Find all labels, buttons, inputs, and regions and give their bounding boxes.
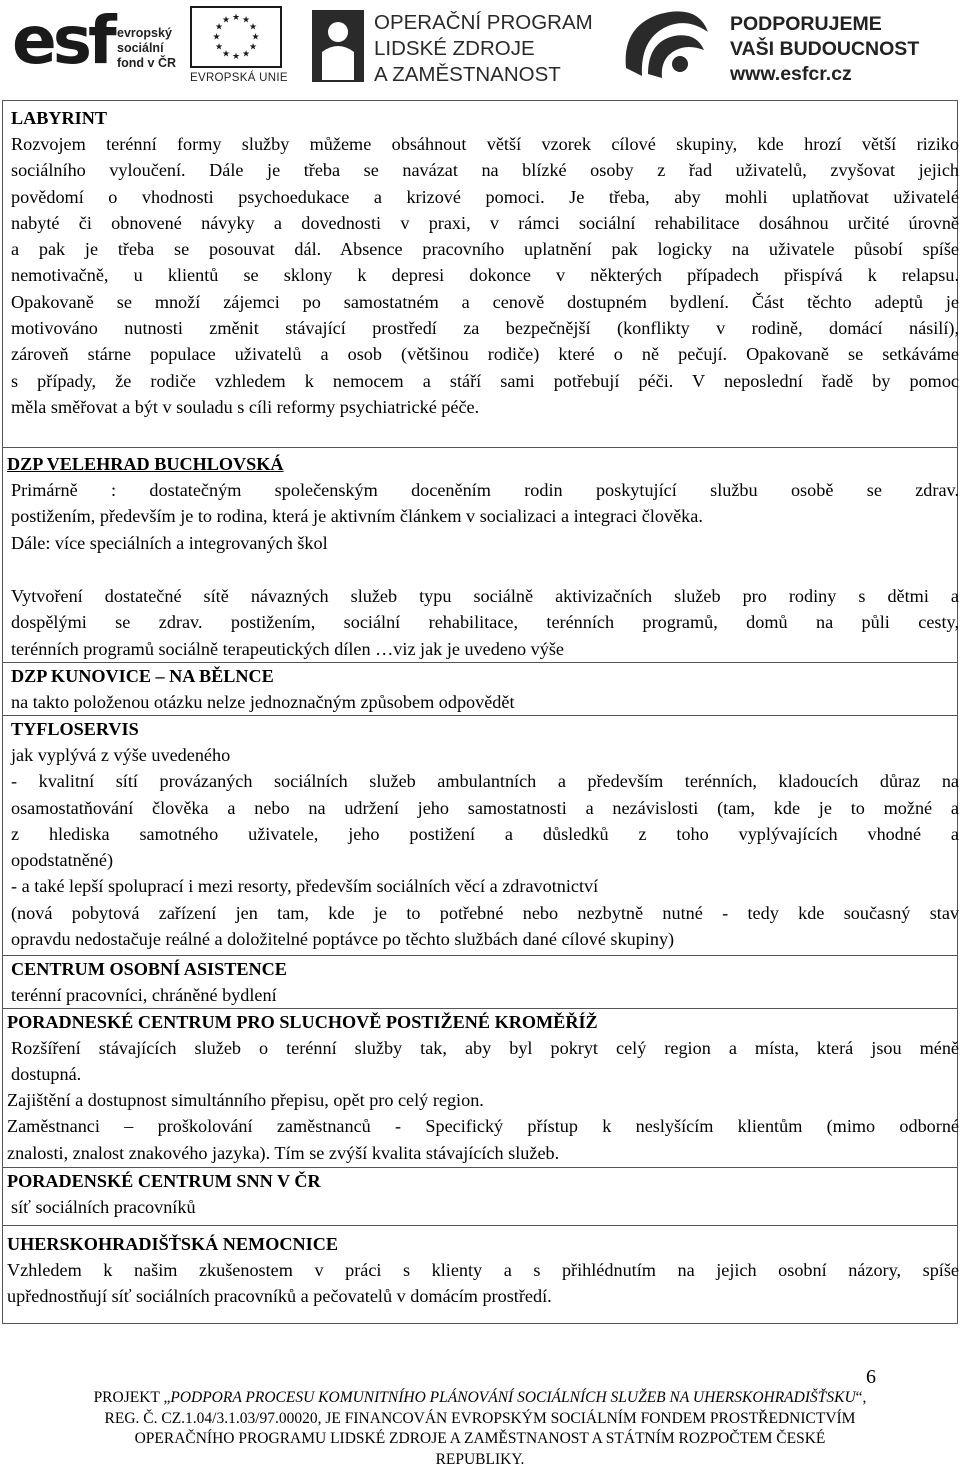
logo-header: [0, 0, 960, 92]
section-heading-nemocnice: UHERSKOHRADIŠŤSKÁ NEMOCNICE: [7, 1234, 338, 1254]
body-line: opravdu nedostačuje reálné a doložitelné poptávce po těchto službách dané cílové skupiny): [11, 929, 675, 950]
body-line: Zajištění a dostupnost simultánního přepisu, opět pro celý region.: [7, 1090, 484, 1110]
body-line: terénních programů sociálně terapeutických dílen …viz jak je uvedeno výše: [11, 638, 564, 659]
footer-prefix: PROJEKT „: [93, 1389, 171, 1406]
body-line: opodstatněné): [11, 850, 114, 871]
footer-line: OPERAČNÍHO PROGRAMU LIDSKÉ ZDROJE A ZAMĚSTNANOST A STÁTNÍM ROZPOČTEM ČESKÉ: [134, 1430, 826, 1447]
body-line: sociálního vyloučení. Dále je třeba se navázat na blízké osoby z řad uživatelů, zvyšovat jejich: [11, 160, 959, 181]
body-line: nemotivačně, u klientů se sklony k depresi dokonce v některých případech přispívá k relapsu.: [11, 265, 959, 286]
footer-line: [0, 1388, 960, 1409]
svg-text:★: ★: [231, 51, 241, 61]
body-line: Vzhledem k našim zkušenostem v práci s klienty a s přihlédnutím na jejich osobní názory, spíše: [7, 1260, 959, 1280]
support-logo: [618, 4, 948, 88]
section-body-dzp-velehrad: [11, 477, 959, 556]
body-line: Dále: více speciálních a integrovaných škol: [11, 532, 328, 553]
body-line: dospělými se zdrav. postižením, sociální rehabilitace, terénních programů, domů na půli cesty,: [11, 612, 959, 633]
section-body-labyrint: [11, 131, 959, 420]
section-heading-poradenske-snn: PORADENSKÉ CENTRUM SNN V ČR: [7, 1171, 321, 1191]
svg-text:★: ★: [248, 41, 258, 52]
section-heading-tyfloservis: TYFLOSERVIS: [11, 719, 139, 739]
body-line: terénní pracovníci, chráněné bydlení: [11, 985, 277, 1005]
body-line: na takto položenou otázku nelze jednoznačným způsobem odpovědět: [11, 692, 515, 712]
body-line: jak vyplývá z výše uvedeného: [11, 745, 231, 765]
body-line: motivováno nutnosti změnit stávající prostředí za bezpečnější (konflikty v rodině, domácí násilí),: [11, 318, 959, 339]
section-divider: [3, 715, 957, 716]
support-logo-url[interactable]: www.esfcr.cz: [730, 63, 852, 85]
op-logo-line: OPERAČNÍ PROGRAM: [374, 11, 593, 34]
eu-flag-icon: [190, 6, 282, 68]
section-divider: [3, 1225, 957, 1226]
eu-caption: EVROPSKÁ UNIE: [190, 72, 288, 84]
body-line: Zaměstnanci – proškolování zaměstnanců - Specifický přístup k neslyšícím klientům (mimo odborné: [7, 1116, 959, 1137]
svg-text:★: ★: [251, 31, 260, 42]
footer-line: REG. Č. CZ.1.04/3.1.03/97.00020, JE FINANCOVÁN EVROPSKÝM SOCIÁLNÍM FONDEM PROSTŘEDNICTVÍM: [104, 1409, 856, 1427]
section-heading-dzp-kunovice: DZP KUNOVICE – NA BĚLNCE: [11, 666, 274, 686]
esf-caption-line: sociální: [117, 41, 164, 55]
footer-line: REPUBLIKY.: [435, 1450, 525, 1468]
body-line: osamostatňování člověka a nebo na udržení jeho samostatnosti a nezávislosti (tam, kde je to možné a: [11, 797, 959, 818]
op-logo-line: A ZAMĚSTNANOST: [374, 63, 561, 86]
body-line: - kvalitní sítí provázaných sociálních služeb ambulantních a především terénních, kladoucích důraz na: [11, 771, 959, 792]
section-heading-poradenske-kromeriz: PORADNESKÉ CENTRUM PRO SLUCHOVĚ POSTIŽENÉ KROMĚŘÍŽ: [7, 1012, 598, 1032]
section-heading-labyrint: LABYRINT: [11, 108, 108, 128]
page-number: 6: [866, 1366, 876, 1388]
svg-text:★: ★: [241, 14, 251, 25]
body-line: měla směřovat a být v souladu s cíli reformy psychiatrické péče.: [11, 396, 480, 417]
esf-caption-line: fond v ČR: [117, 56, 177, 70]
op-logo-icon: [312, 10, 364, 82]
body-line: - a také lepší spoluprací i mezi resorty, především sociálních věcí a zdravotnictví: [11, 876, 599, 897]
svg-text:★: ★: [221, 48, 231, 59]
body-line: z hlediska samotného uživatele, jeho postižení a důsledků z toho vyplývajících vhodné a: [11, 823, 959, 844]
body-line: nabyté či obnovené návyky a dovednosti v praxi, v rámci sociální rehabilitace dosáhnou určité úrovně: [11, 212, 959, 233]
body-line: síť sociálních pracovníků: [11, 1197, 196, 1217]
svg-text:★: ★: [221, 14, 231, 25]
footer-suffix: “,: [855, 1389, 867, 1406]
section-body-poradenske-kromeriz-2: [7, 1087, 959, 1166]
body-line: Primárně : dostatečným společenským doceněním rodin poskytující službu osobě se zdrav.: [11, 480, 959, 500]
op-logo-text: [374, 10, 593, 88]
support-logo-line: PODPORUJEME: [730, 13, 882, 35]
body-line: zároveň stárne populace uživatelů a osob (většinou rodiče) které o ně pečují. Opakovaně se setkáváme: [11, 344, 959, 365]
svg-text:★: ★: [214, 21, 224, 32]
body-line: s případy, že rodiče vzhledem k nemocem a stáří sami potřebují péči. V neposlední řadě by pomoc: [11, 370, 959, 391]
body-line: postižením, především je to rodina, která je aktivním článkem v socializaci a integraci člověka.: [11, 506, 703, 527]
svg-text:★: ★: [248, 21, 258, 32]
support-logo-text: [730, 12, 919, 87]
esf-caption: [117, 26, 176, 71]
svg-text:★: ★: [214, 41, 224, 52]
wave-logo-icon: [618, 6, 714, 86]
section-heading-dzp-velehrad: DZP VELEHRAD BUCHLOVSKÁ: [7, 454, 284, 474]
footer-project-title: PODPORA PROCESU KOMUNITNÍHO PLÁNOVÁNÍ SOCIÁLNÍCH SLUŽEB NA UHERSKOHRADIŠŤSKU: [170, 1389, 856, 1406]
op-logo: [312, 6, 612, 86]
body-line: (nová pobytová zařízení jen tam, kde je to potřebné nebo nezbytně nutné - tedy kde současný stav: [11, 902, 959, 923]
section-body-poradenske-kromeriz: [11, 1035, 959, 1088]
body-line: povědomí o vhodnosti psychoedukace a krizové pomoci. Je třeba, aby mohli uplatňovat uživatelé: [11, 186, 959, 207]
svg-text:★: ★: [212, 31, 221, 42]
body-line: Rozvojem terénní formy služby můžeme obsáhnout větší vzorek cílové skupiny, kde hrozí větší riziko: [11, 134, 959, 154]
svg-text:★: ★: [231, 12, 241, 22]
section-body-dzp-velehrad-2: [11, 583, 959, 662]
body-line: Vytvoření dostatečné sítě návazných služeb typu sociálně aktivizačních služeb pro rodiny s dětmi a: [11, 586, 959, 606]
body-line: a pak je třeba se posouvat dál. Absence pracovního uplatnění pak logicky na uživatele působí spíše: [11, 239, 959, 260]
section-divider: [3, 447, 957, 448]
section-body-tyfloservis: [11, 742, 959, 952]
op-logo-line: LIDSKÉ ZDROJE: [374, 37, 535, 60]
body-line: znalosti, znalost znakového jazyka). Tím se zvýší kvalita stávajících služeb.: [7, 1142, 560, 1163]
eu-logo: [190, 6, 290, 86]
esf-logo: [12, 2, 182, 84]
section-heading-centrum-asistence: CENTRUM OSOBNÍ ASISTENCE: [11, 959, 287, 979]
body-line: Opakovaně se množí zájemci po samostatném a cenově dostupném bydlení. Část těchto adeptů je: [11, 291, 959, 312]
esf-caption-line: evropský: [117, 26, 172, 40]
body-line: upřednostňují síť sociálních pracovníků a pečovatelů v domácím prostředí.: [7, 1286, 552, 1307]
svg-text:★: ★: [241, 48, 251, 59]
content-table: [2, 100, 958, 1324]
support-logo-line: VAŠI BUDOUCNOST: [730, 38, 920, 60]
section-body-nemocnice: [7, 1257, 959, 1310]
page-footer: [0, 1388, 960, 1470]
esf-mark: esf: [12, 2, 113, 79]
body-line: dostupná.: [11, 1064, 82, 1085]
body-line: Rozšíření stávajících služeb o terénní služby tak, aby byl pokryt celý region a místa, která jsou méně: [11, 1038, 959, 1058]
